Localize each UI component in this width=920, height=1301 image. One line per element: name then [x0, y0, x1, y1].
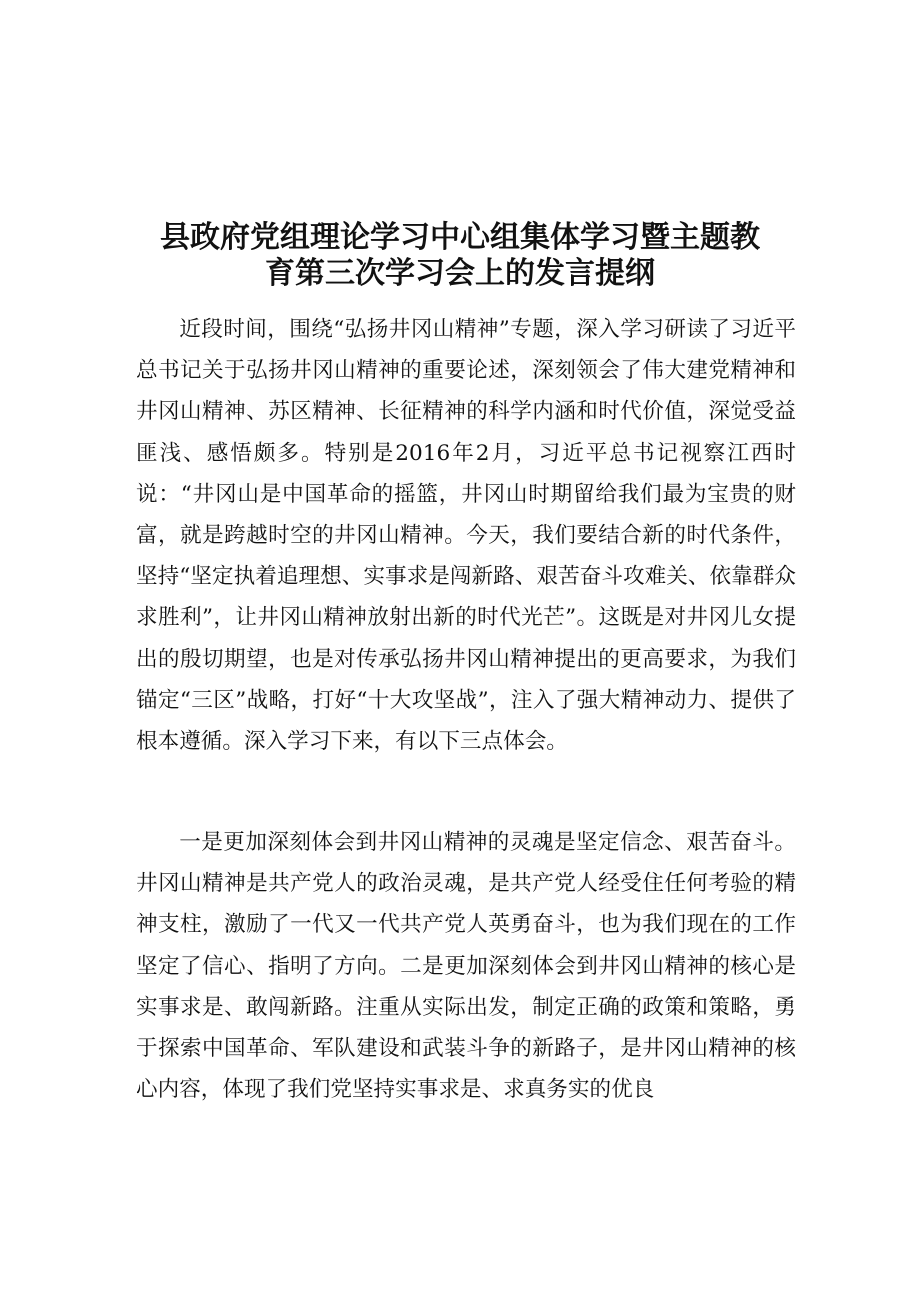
title-line-1: 县政府党组理论学习中心组集体学习暨主题教	[160, 220, 760, 255]
document-title	[120, 220, 800, 292]
paragraph-1: 近段时间，围绕“弘扬井冈山精神”专题，深入学习研读了习近平总书记关于弘扬井冈山精神的重要论述，深刻领会了伟大建党精神和井冈山精神、苏区精神、长征精神的科学内涵和时代价值，深觉受益匪浅、感悟颇多。特别是2016年2月，习近平总书记视察江西时说：“井冈山是中国革命的摇篮，井冈山时期留给我们最为宝贵的财富，就是跨越时空的井冈山精神。今天，我们要结合新的时代条件，坚持“坚定执着追理想、实事求是闯新路、艰苦奋斗攻难关、依靠群众求胜利”，让井冈山精神放射出新的时代光芒”。这既是对井冈儿女提出的殷切期望，也是对传承弘扬井冈山精神提出的更高要求，为我们锚定“三区”战略，打好“十大攻坚战”，注入了强大精神动力、提供了根本遵循。深入学习下来，有以下三点体会。	[136, 317, 796, 755]
title-line-2: 育第三次学习会上的发言提纲	[265, 256, 655, 291]
paragraph-2: 一是更加深刻体会到井冈山精神的灵魂是坚定信念、艰苦奋斗。井冈山精神是共产党人的政治灵魂，是共产党人经受住任何考验的精神支柱，激励了一代又一代共产党人英勇奋斗，也为我们现在的工作坚定了信心、指明了方向。二是更加深刻体会到井冈山精神的核心是实事求是、敢闯新路。注重从实际出发，制定正确的政策和策略，勇于探索中国革命、军队建设和武装斗争的新路子，是井冈山精神的核心内容，体现了我们党坚持实事求是、求真务实的优良	[136, 830, 796, 1103]
